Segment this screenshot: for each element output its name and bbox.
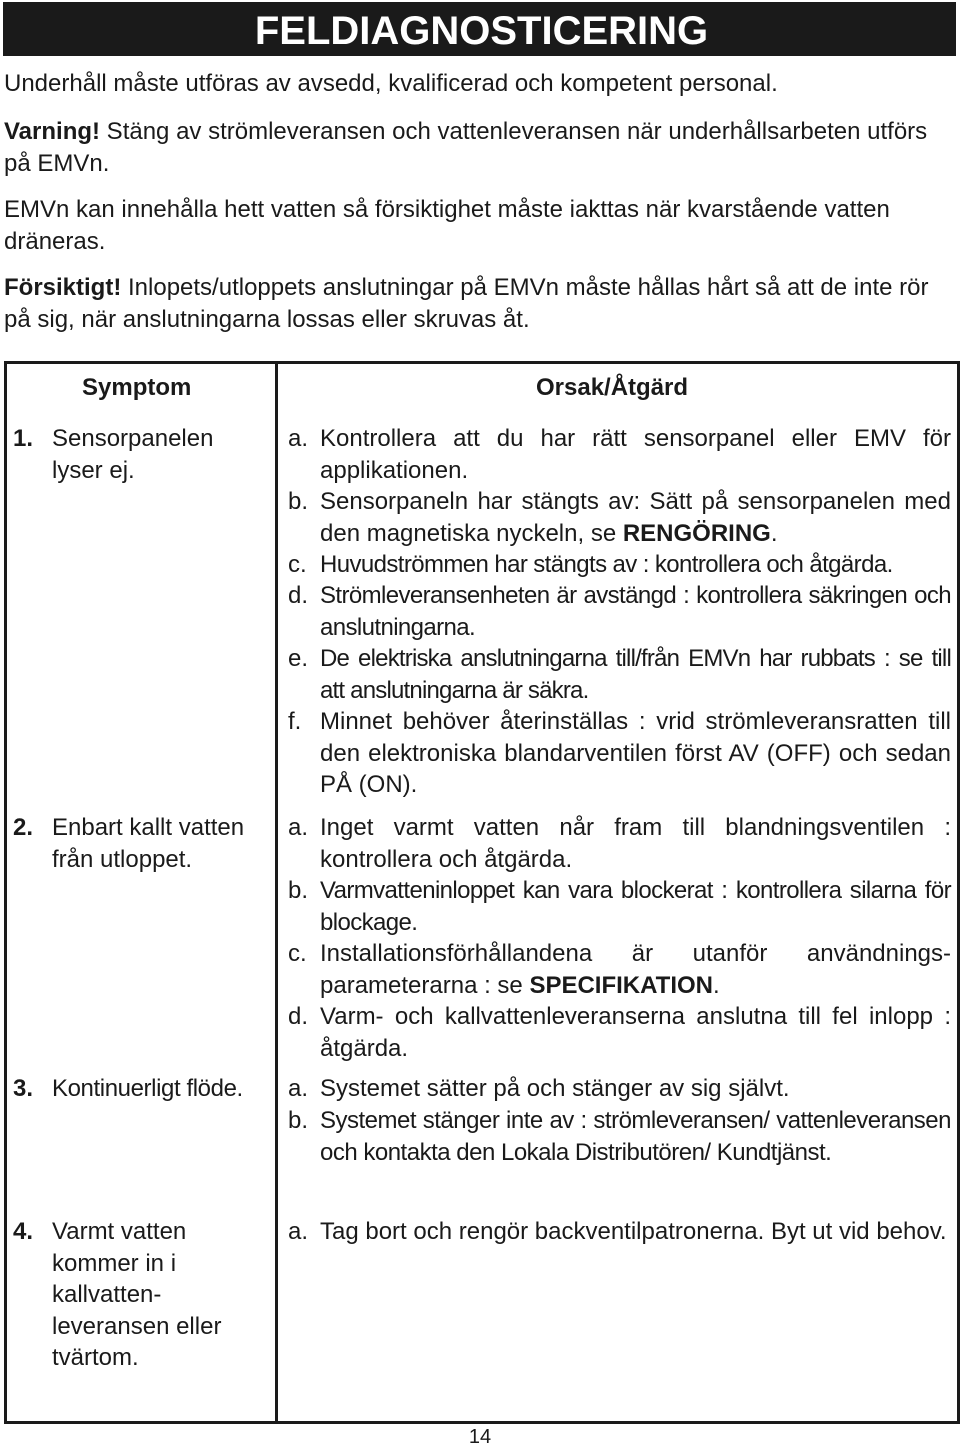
symptom-text: Kontinuerligt flöde.	[52, 1075, 243, 1102]
cross-ref-rengoring: RENGÖRING	[622, 519, 771, 547]
cause-letter: d.	[288, 582, 309, 609]
cause-1a	[283, 423, 951, 486]
symptom-3	[13, 1073, 271, 1105]
symptom-4	[13, 1216, 271, 1374]
cause-letter: d.	[288, 1003, 309, 1030]
symptom-number: 4.	[13, 1218, 34, 1245]
cause-3b	[283, 1105, 951, 1168]
cause-text: Varmvatteninloppet kan vara blockerat : kontrollera silarna för blockage.	[320, 877, 951, 936]
cause-1d	[283, 580, 951, 643]
cause-text: Tag bort och rengör backventilpatronerna. Byt ut vid behov.	[320, 1218, 947, 1245]
cause-text: Systemet stänger inte av : strömleveransen/ vattenleveransen och kontakta den Lokala Distributören/ Kundtjänst.	[320, 1107, 951, 1166]
cause-letter: c.	[288, 551, 307, 578]
cause-letter: b.	[288, 877, 309, 904]
cause-2b	[283, 875, 951, 938]
warning-label: Varning!	[4, 118, 101, 145]
symptom-text: Enbart kallt vatten från utloppet.	[52, 814, 245, 873]
caution-text: Inlopets/utloppets anslutningar på EMVn måste hållas hårt så att de inte rör på sig, när anslutningarna lossas eller skruvas åt.	[4, 274, 929, 333]
cause-letter: c.	[288, 940, 307, 967]
cause-text: De elektriska anslutningarna till/från EMVn har rubbats : se till att anslutningarna är säkra.	[320, 645, 951, 704]
cause-text: Minnet behöver återinställas : vrid strömleveransratten till den elektroniska blandarventilen först AV (OFF) och sedan PÅ (ON).	[320, 708, 951, 798]
cross-ref-specifikation: SPECIFIKATION	[529, 971, 713, 999]
cause-4a	[283, 1216, 951, 1248]
cause-text: Huvudströmmen har stängts av : kontrollera och åtgärda.	[320, 551, 893, 578]
cause-3a	[283, 1073, 951, 1105]
column-divider	[275, 364, 278, 1421]
cause-text: Strömleveransenheten är avstängd : kontrollera säkringen och anslutningarna.	[320, 582, 951, 641]
cause-2a	[283, 812, 951, 875]
header-cause: Orsak/Åtgärd	[536, 374, 689, 401]
cause-1f	[283, 706, 951, 801]
cause-text: Kontrollera att du har rätt sensorpanel eller EMV för applikationen.	[320, 425, 951, 484]
symptom-number: 2.	[13, 814, 34, 841]
cause-2c	[283, 938, 951, 1001]
warning-text: Stäng av strömleveransen och vattenleveransen när underhållsarbeten utförs på EMVn.	[4, 118, 928, 177]
page-title: FELDIAGNOSTICERING	[254, 8, 709, 53]
cause-text: Sensorpaneln har stängts av: Sätt på sensorpanelen med den magnetiska nyckeln, se RENGÖRING.	[320, 488, 951, 547]
cause-1b	[283, 486, 951, 549]
intro-hot-water: EMVn kan innehålla hett vatten så försiktighet måste iakttas när kvarstående vatten dräneras.	[4, 196, 890, 255]
cause-text: Inget varmt vatten når fram till blandningsventilen : kontrollera och åtgärda.	[320, 814, 951, 873]
intro-personnel: Underhåll måste utföras av avsedd, kvalificerad och kompetent personal.	[4, 70, 778, 97]
symptom-2	[13, 812, 271, 875]
symptom-text: Varmt vatten kommer in i kallvatten-leveransen eller tvärtom.	[52, 1218, 222, 1371]
cause-letter: e.	[288, 645, 309, 672]
cause-text: Installationsförhållandena är utanför användnings-parameterarna : se SPECIFIKATION.	[320, 940, 951, 999]
troubleshooting-table	[4, 361, 960, 1424]
symptom-text: Sensorpanelen lyser ej.	[52, 425, 214, 484]
cause-text: Systemet sätter på och stänger av sig självt.	[320, 1075, 790, 1102]
symptom-number: 1.	[13, 425, 34, 452]
cause-letter: f.	[288, 708, 302, 735]
page-number: 14	[468, 1426, 492, 1448]
cause-2d	[283, 1001, 951, 1064]
cause-text: Varm- och kallvattenleveranserna anslutna till fel inlopp : åtgärda.	[320, 1003, 951, 1062]
cause-letter: a.	[288, 1075, 309, 1102]
caution-label: Försiktigt!	[4, 274, 122, 301]
header-symptom: Symptom	[82, 374, 192, 401]
symptom-number: 3.	[13, 1075, 34, 1102]
cause-1e	[283, 643, 951, 706]
cause-letter: b.	[288, 488, 309, 515]
cause-letter: b.	[288, 1107, 309, 1134]
cause-letter: a.	[288, 425, 309, 452]
intro-warning	[4, 116, 959, 180]
cause-letter: a.	[288, 814, 309, 841]
cause-letter: a.	[288, 1218, 309, 1245]
intro-caution	[4, 272, 959, 336]
page-title-bar	[3, 2, 956, 56]
cause-1c	[283, 549, 951, 581]
symptom-1	[13, 423, 271, 486]
